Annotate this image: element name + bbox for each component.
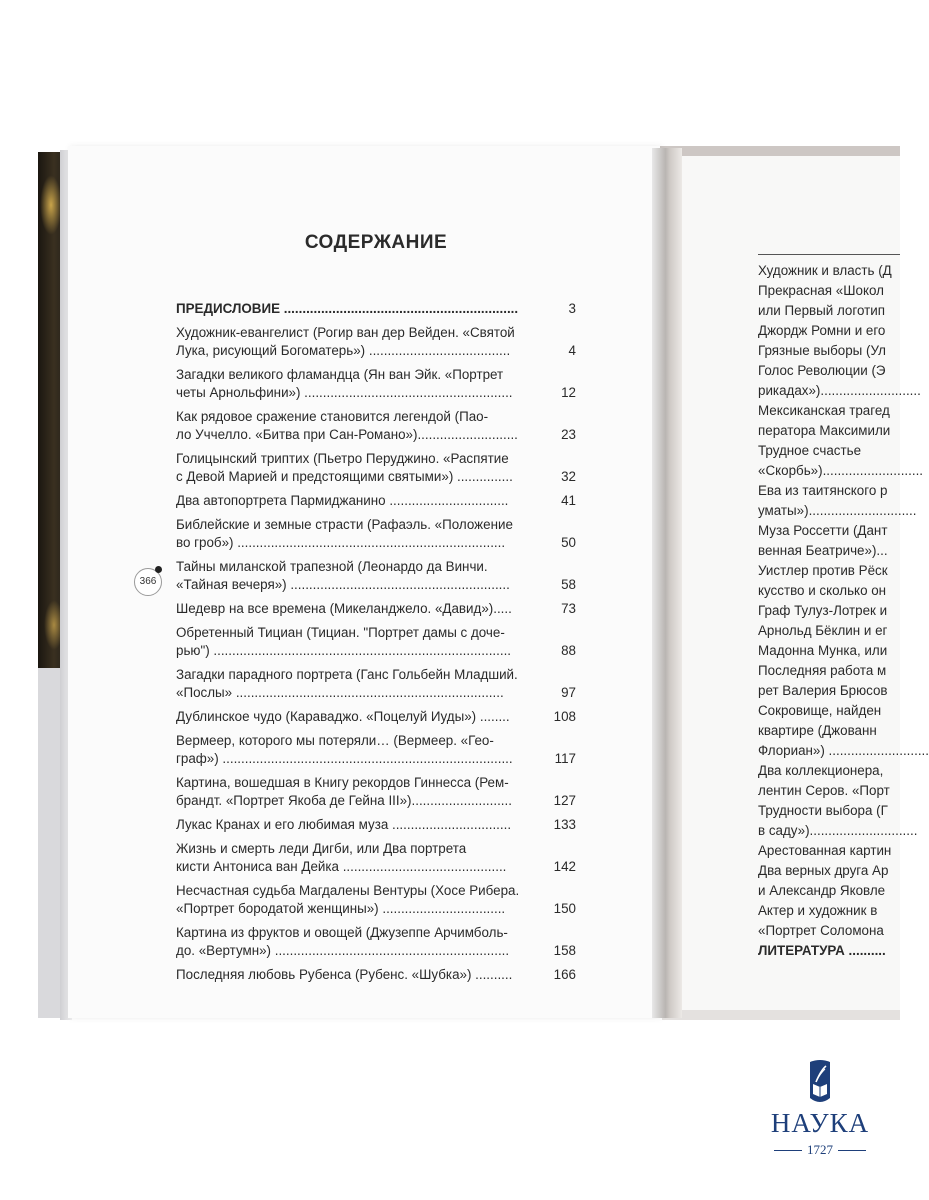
toc-entry-line: Два коллекционера,: [758, 763, 884, 778]
right-page-rule: [758, 254, 900, 255]
toc-entry-line: брандт. «Портрет Якоба де Гейна III»)...........................: [176, 793, 512, 808]
toc-entry-line: или Первый логотип: [758, 303, 885, 318]
toc-entry: [176, 816, 576, 834]
toc-entry-line: и Александр Яковле: [758, 883, 886, 898]
toc-entry-line: «Портрет Соломона: [758, 923, 884, 938]
toc-entry-title: [176, 624, 536, 660]
toc-entry: [176, 624, 576, 660]
toc-entry-line: Прекрасная «Шокол: [758, 283, 884, 298]
right-page-edge: [662, 1010, 900, 1020]
toc-entry: [176, 408, 576, 444]
toc-entry-page: 32: [561, 469, 576, 484]
toc-entry-line: Мадонна Мунка, или: [758, 643, 888, 658]
toc-entry-page: 88: [561, 643, 576, 658]
toc-entry-page: 166: [553, 967, 576, 982]
table-of-contents-continued: [758, 262, 929, 962]
toc-entry-title: [176, 558, 536, 594]
page-badge-dot: [155, 566, 162, 573]
toc-entry-line: Голицынский триптих (Пьетро Перуджино. «Распятие: [176, 451, 509, 466]
toc-entry-title: [176, 924, 536, 960]
toc-entry-line: Актер и художник в: [758, 903, 878, 918]
toc-entry-line: Последняя работа м: [758, 663, 887, 678]
toc-entry-line: Библейские и земные страсти (Рафаэль. «Положение: [176, 517, 513, 532]
toc-entry-page: 50: [561, 535, 576, 550]
toc-entry-title: [176, 774, 536, 810]
toc-entry: [176, 450, 576, 486]
toc-entry-line: Последняя любовь Рубенса (Рубенс. «Шубка») ..........: [176, 967, 513, 982]
toc-entry-line: «Портрет бородатой женщины») .................................: [176, 901, 506, 916]
toc-entry-page: 3: [568, 301, 576, 316]
book-shield-icon: [808, 1058, 832, 1106]
toc-entry: [176, 600, 576, 618]
toc-entry-page: 117: [554, 751, 576, 766]
toc-entry-line: Сокровище, найден: [758, 703, 882, 718]
toc-entry-line: «Скорбь»)...........................: [758, 463, 924, 478]
toc-entry-title: [176, 600, 536, 618]
toc-entry-title: [176, 492, 536, 510]
toc-entry-page: 23: [561, 427, 576, 442]
publisher-year: 1727: [807, 1142, 833, 1157]
toc-entry: [176, 516, 576, 552]
toc-entry-line: Дублинское чудо (Караваджо. «Поцелуй Иуды») ........: [176, 709, 510, 724]
toc-entry-page: 73: [561, 601, 576, 616]
toc-entry-line: Обретенный Тициан (Тициан. "Портрет дамы с доче-: [176, 625, 505, 640]
toc-entry-line: до. «Вертумн») ...............................................................: [176, 943, 510, 958]
toc-entry: [176, 966, 576, 984]
toc-entry-page: 127: [553, 793, 576, 808]
toc-entry-line: Художник и власть (Д: [758, 263, 892, 278]
toc-entry-line: ЛИТЕРАТУРА ..........: [758, 943, 886, 958]
toc-entry-title: [176, 324, 536, 360]
toc-entry-line: Трудное счастье: [758, 443, 862, 458]
cover-art-highlight: [40, 175, 62, 235]
toc-entry-line: граф») ..............................................................................: [176, 751, 513, 766]
toc-entry: [176, 708, 576, 726]
toc-entry-line: Картина, вошедшая в Книгу рекордов Гиннесса (Рем-: [176, 775, 509, 790]
toc-entry-page: 58: [561, 577, 576, 592]
toc-entry-line: во гроб») ........................................................................: [176, 535, 506, 550]
toc-entry-line: Голос Революции (Э: [758, 363, 886, 378]
toc-entry-line: Шедевр на все времена (Микеланджело. «Давид»).....: [176, 601, 512, 616]
toc-entry-line: Арнольд Бёклин и ег: [758, 623, 888, 638]
toc-entry-page: 97: [561, 685, 576, 700]
toc-entry-title: [176, 450, 536, 486]
toc-entry: [176, 666, 576, 702]
toc-entry-title: [176, 816, 536, 834]
toc-entry: [176, 882, 576, 918]
toc-entry-title: [176, 708, 536, 726]
toc-entry-line: ПРЕДИСЛОВИЕ ...............................................................: [176, 301, 519, 316]
toc-entry-line: Жизнь и смерть леди Дигби, или Два портрета: [176, 841, 467, 856]
toc-entry-line: Джордж Ромни и его: [758, 323, 886, 338]
toc-entry-page: 150: [553, 901, 576, 916]
toc-entry-title: [176, 882, 536, 918]
toc-entry-line: Загадки великого фламандца (Ян ван Эйк. «Портрет: [176, 367, 504, 382]
toc-entry-line: Лукас Кранах и его любимая муза ................................: [176, 817, 512, 832]
toc-entry-line: кусство и сколько он: [758, 583, 887, 598]
toc-entry-title: [176, 516, 536, 552]
toc-entry-line: Два автопортрета Пармиджанино ................................: [176, 493, 509, 508]
toc-entry-line: Мексиканская трагед: [758, 403, 890, 418]
toc-entry-page: 142: [553, 859, 576, 874]
toc-entry-line: Вермеер, которого мы потеряли… (Вермеер. «Гео-: [176, 733, 494, 748]
toc-entry-title: [176, 966, 536, 984]
toc-entry-page: 158: [553, 943, 576, 958]
toc-entry-line: уматы»).............................: [758, 503, 917, 518]
toc-entry-page: 12: [561, 385, 576, 400]
toc-entry-page: 4: [568, 343, 576, 358]
toc-entry-title: [176, 840, 536, 876]
toc-entry-title: [176, 300, 536, 318]
toc-entry-line: ператора Максимили: [758, 423, 891, 438]
toc-entry: [176, 840, 576, 876]
toc-entry-line: Муза Россетти (Дант: [758, 523, 888, 538]
toc-entry-line: в саду»).............................: [758, 823, 918, 838]
toc-entry-line: кисти Антониса ван Дейка ............................................: [176, 859, 507, 874]
toc-entry-line: Художник-евангелист (Рогир ван дер Вейден. «Святой: [176, 325, 515, 340]
toc-entry-title: [176, 666, 536, 702]
toc-entry-line: рет Валерия Брюсов: [758, 683, 888, 698]
toc-entry-line: Трудности выбора (Г: [758, 803, 888, 818]
toc-entry-line: Загадки парадного портрета (Ганс Гольбейн Младший.: [176, 667, 518, 682]
toc-entry: [176, 924, 576, 960]
toc-entry-line: Грязные выборы (Ул: [758, 343, 886, 358]
publisher-name: НАУКА: [770, 1108, 870, 1138]
toc-entry-line: Граф Тулуз-Лотрек и: [758, 603, 888, 618]
toc-entry-title: [176, 732, 536, 768]
toc-entry-title: [176, 366, 536, 402]
toc-entry-line: Лука, рисующий Богоматерь») ......................................: [176, 343, 511, 358]
toc-entry-line: Ева из таитянского р: [758, 483, 888, 498]
page-number-badge: 366: [134, 568, 162, 596]
toc-entry-line: лентин Серов. «Порт: [758, 783, 890, 798]
toc-entry-line: «Тайная вечеря») ...........................................................: [176, 577, 510, 592]
toc-entry: [176, 558, 576, 594]
toc-entry: [176, 774, 576, 810]
toc-entry-line: рью") ................................................................................: [176, 643, 512, 658]
toc-entry-line: Два верных друга Ар: [758, 863, 889, 878]
toc-entry: [176, 366, 576, 402]
toc-entry-line: четы Арнольфини») ........................................................: [176, 385, 513, 400]
toc-entry-line: Несчастная судьба Магдалены Вентуры (Хосе Рибера.: [176, 883, 520, 898]
toc-entry-line: венная Беатриче»)...: [758, 543, 888, 558]
toc-entry: [176, 300, 576, 318]
toc-entry-line: Уистлер против Рёск: [758, 563, 888, 578]
table-of-contents: [176, 300, 576, 990]
toc-entry: [176, 324, 576, 360]
toc-entry-page: 133: [553, 817, 576, 832]
divider: [838, 1150, 866, 1151]
toc-entry-line: ло Уччелло. «Битва при Сан-Романо»)...........................: [176, 427, 518, 442]
toc-entry-line: «Послы» ........................................................................: [176, 685, 504, 700]
toc-entry-line: Арестованная картин: [758, 843, 892, 858]
publisher-logo: [760, 1054, 880, 1164]
toc-entry-line: Как рядовое сражение становится легендой (Пао-: [176, 409, 489, 424]
toc-entry-line: Флориан») ...........................: [758, 743, 929, 758]
toc-entry-line: квартире (Джованн: [758, 723, 877, 738]
toc-entry: [176, 732, 576, 768]
toc-entry-line: с Девой Марией и предстоящими святыми») ...............: [176, 469, 513, 484]
toc-entry-line: Тайны миланской трапезной (Леонардо да Винчи.: [176, 559, 488, 574]
toc-entry-title: [176, 408, 536, 444]
toc-entry: [176, 492, 576, 510]
toc-entry-page: 108: [553, 709, 576, 724]
toc-entry-line: рикадах»)...........................: [758, 383, 921, 398]
book-gutter: [652, 148, 682, 1018]
page-title: СОДЕРЖАНИЕ: [304, 232, 448, 253]
toc-entry-page: 41: [561, 493, 576, 508]
toc-entry-line: Картина из фруктов и овощей (Джузеппе Арчимболь-: [176, 925, 508, 940]
